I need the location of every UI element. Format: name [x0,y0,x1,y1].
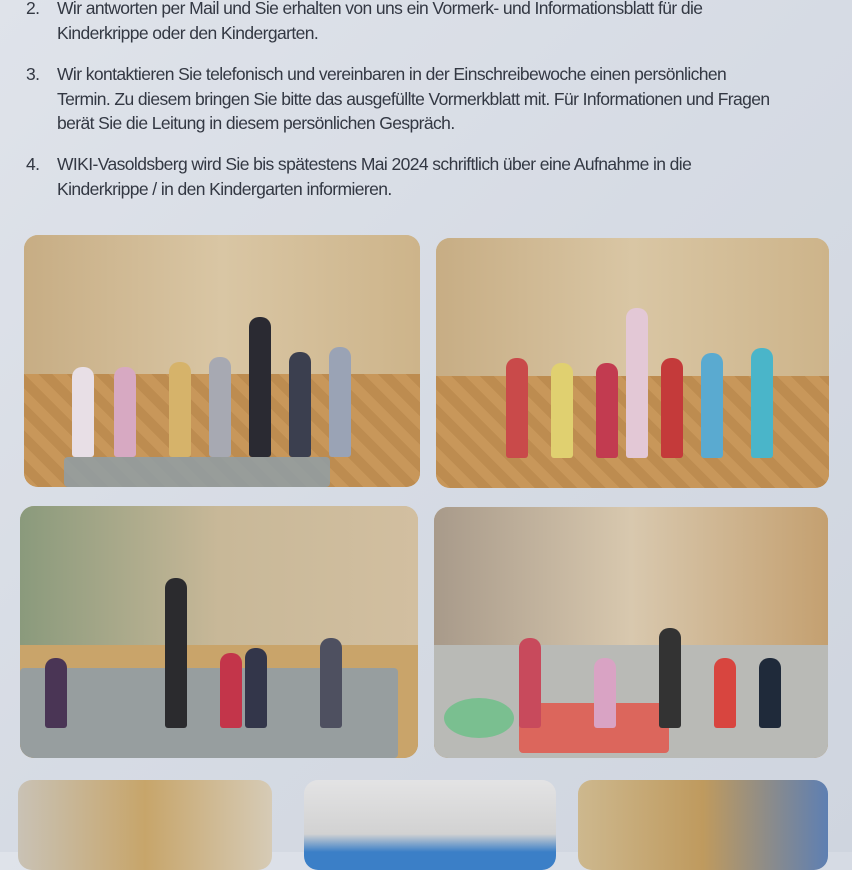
list-text-line: Kinderkrippe / in den Kindergarten informieren. [57,178,392,199]
photo-group-children-2 [436,238,829,488]
photo-gym-3 [578,780,828,870]
list-text-line: Termin. Zu diesem bringen Sie bitte das ausgefüllte Vormerkblatt mit. Für Informationen und Fragen [57,88,770,109]
photo-group-children-1 [24,235,420,487]
list-item-3 [26,62,770,136]
list-number: 2. [26,0,40,18]
list-text-line: Kinderkrippe oder den Kindergarten. [57,22,319,43]
list-number: 3. [26,64,40,84]
list-item-2 [26,0,702,45]
photo-gym-1 [18,780,272,870]
list-text-line: Wir antworten per Mail und Sie erhalten von uns ein Vormerk- und Informationsblatt für die [57,0,703,18]
list-item-4 [26,152,691,201]
photo-group-children-3 [20,506,418,758]
list-number: 4. [26,154,40,174]
list-text-line: Wir kontaktieren Sie telefonisch und vereinbaren in der Einschreibewoche einen persönlichen [57,64,727,84]
list-text-line: WIKI-Vasoldsberg wird Sie bis spätestens Mai 2024 schriftlich über eine Aufnahme in die [57,154,692,174]
photo-group-children-4 [434,507,828,758]
photo-gym-2 [304,780,556,870]
list-text-line: berät Sie die Leitung in diesem persönlichen Gespräch. [57,113,455,133]
